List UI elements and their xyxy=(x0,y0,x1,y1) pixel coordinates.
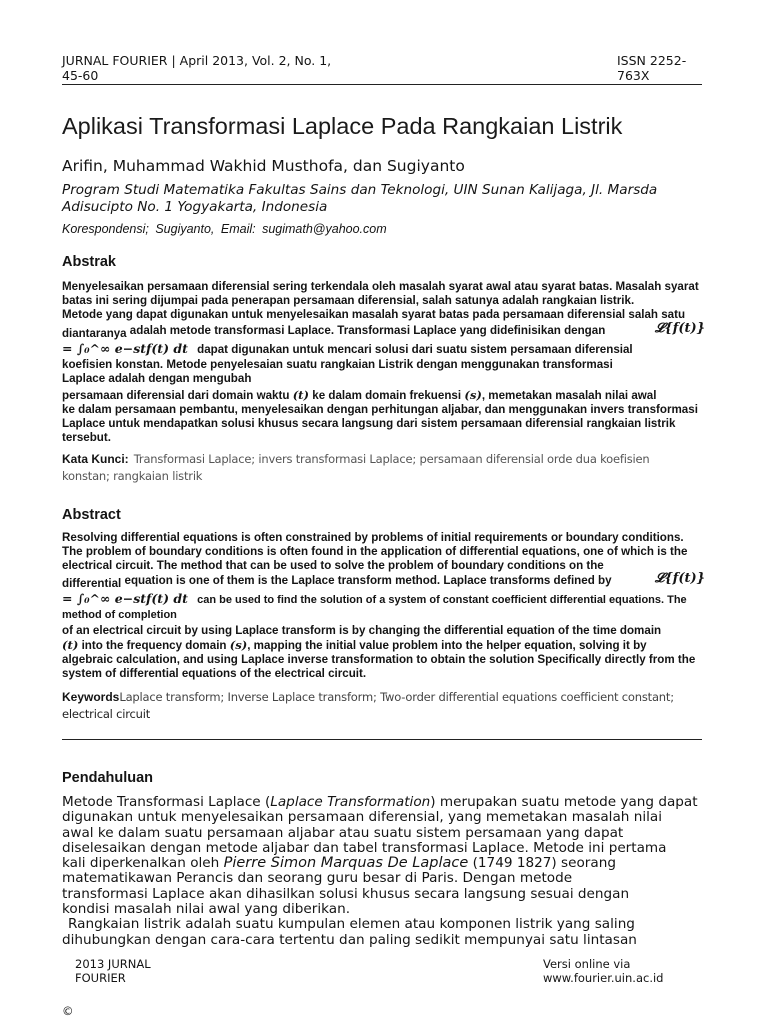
abstrak-line: batas ini sering dijumpai pada penerapan persamaan diferensial, salah satunya adalah rangkaian listrik. xyxy=(62,294,635,307)
abstract-line: method of completion xyxy=(62,609,177,621)
abstrak-body xyxy=(62,280,705,445)
paragraph-line: dihubungkan dengan cara-cara tertentu dan paling sedikit mempunyai satu lintasan xyxy=(62,931,637,948)
keywords xyxy=(62,688,712,722)
abstrak-line: Laplace untuk mendapatkan solusi khusus secara langsung dari sistem persamaan diferensial rangkaian listrik xyxy=(62,417,676,430)
pendahuluan-body xyxy=(62,795,705,948)
keywords-text: Laplace transform; Inverse Laplace transform; Two-order differential equations coefficient constant; xyxy=(119,690,674,704)
affiliation: Program Studi Matematika Fakultas Sains dan Teknologi, UIN Sunan Kalijaga, Jl. Marsda Adisucipto No. 1 Yogyakarta, Indonesia xyxy=(62,182,658,215)
paragraph-line: matematikawan Perancis dan seorang guru besar di Paris. Dengan metode xyxy=(62,870,573,887)
journal-pages: 45-60 xyxy=(62,68,99,83)
laplace-def-formula: 𝓛{𝒇(𝒕)} xyxy=(654,321,705,336)
abstrak-line: diantaranya adalah metode transformasi Laplace. Transformasi Laplace yang didefinisikan dengan 𝓛{𝒇(𝒕)} xyxy=(62,321,705,340)
kata-kunci-text-cont: konstan; rangkaian listrik xyxy=(62,469,203,483)
abstract-line: differential equation is one of them is the Laplace transform method. Laplace transforms defined by 𝓛{𝒇(𝒕)} xyxy=(62,571,705,590)
paragraph-line: awal ke dalam suatu persamaan aljabar atau suatu sistem persamaan yang dapat xyxy=(62,824,624,841)
section-rule xyxy=(62,739,702,740)
abstrak-heading: Abstrak xyxy=(62,254,116,270)
keywords-text-cont: electrical circuit xyxy=(62,707,151,721)
journal-header xyxy=(62,53,362,83)
authors: Arifin, Muhammad Wakhid Musthofa, dan Sugiyanto xyxy=(62,157,465,175)
issn xyxy=(617,53,707,83)
laplace-integral-formula: = ∫₀^∞ 𝒆−𝒔𝒕𝒇(𝒕) 𝒅𝒕 xyxy=(62,341,188,356)
paragraph-line: diselesaikan dengan metode aljabar dan tabel transformasi Laplace. Metode ini pertama xyxy=(62,839,667,856)
paragraph-line: kondisi masalah nilai awal yang diberikan. xyxy=(62,901,351,918)
abstract-line: algebraic calculation, and using Laplace inverse transformation to obtain the solution Specifically directly from the xyxy=(62,653,696,666)
issn-number: 763X xyxy=(617,68,650,83)
paragraph-line: Rangkaian listrik adalah suatu kumpulan elemen atau komponen listrik yang saling xyxy=(68,916,635,933)
abstrak-line: tersebut. xyxy=(62,431,111,444)
abstract-line: of an electrical circuit by using Laplace transform is by changing the differential equation of the time domain xyxy=(62,624,662,637)
paragraph-line: Metode Transformasi Laplace (Laplace Transformation) merupakan suatu metode yang dapat xyxy=(62,794,698,810)
header-rule xyxy=(62,84,702,85)
abstract-heading: Abstract xyxy=(62,507,121,523)
paragraph-line: transformasi Laplace akan dihasilkan solusi khusus secara langsung sesuai dengan xyxy=(62,885,630,902)
pendahuluan-heading: Pendahuluan xyxy=(62,770,154,786)
issn-text: ISSN 2252- xyxy=(617,53,687,68)
laplace-def-formula-en: 𝓛{𝒇(𝒕)} xyxy=(654,571,705,586)
abstract-line: system of differential equations of the electrical circuit. xyxy=(62,667,367,680)
abstract-line: (𝒕) into the frequency domain (𝒔), mapping the initial value problem into the helper equation, solving it by xyxy=(62,638,647,652)
footer-right: Versi online via www.fourier.uin.ac.id xyxy=(543,957,664,985)
abstrak-line: koefisien konstan. Metode penyelesaian suatu rangkaian Listrik dengan menggunakan transformasi xyxy=(62,358,613,371)
abstract-line: The problem of boundary conditions is often found in the application of differential equations, one of which is the xyxy=(62,545,688,558)
paragraph-line: kali diperkenalkan oleh Pierre Simon Marquas De Laplace (1749 1827) seorang xyxy=(62,855,616,872)
abstract-line: = ∫₀^∞ 𝒆−𝒔𝒕𝒇(𝒕) 𝒅𝒕 can be used to find the solution of a system of constant coefficient differential equations. The xyxy=(62,591,687,606)
keywords-label: Keywords xyxy=(62,690,120,704)
kata-kunci-text: Transformasi Laplace; invers transformasi Laplace; persamaan diferensial orde dua koefisien xyxy=(133,452,650,466)
abstrak-line: = ∫₀^∞ 𝒆−𝒔𝒕𝒇(𝒕) 𝒅𝒕 dapat digunakan untuk mencari solusi dari suatu sistem persamaan diferensial xyxy=(62,341,633,356)
abstract-line: electrical circuit. The method that can be used to solve the problem of boundary conditions on the xyxy=(62,559,604,572)
kata-kunci-label: Kata Kunci: xyxy=(62,452,129,466)
journal-name: JURNAL FOURIER | April 2013, Vol. 2, No. 1, xyxy=(62,53,332,68)
copyright-symbol: © xyxy=(62,1004,74,1018)
abstrak-line: Laplace adalah dengan mengubah xyxy=(62,372,252,385)
abstrak-line: Metode yang dapat digunakan untuk menyelesaikan masalah syarat batas pada persamaan diferensial salah satu xyxy=(62,308,686,321)
paper-title: Aplikasi Transformasi Laplace Pada Rangkaian Listrik xyxy=(62,113,623,139)
footer-left: 2013 JURNAL FOURIER xyxy=(75,957,151,985)
abstract-body xyxy=(62,531,705,681)
abstrak-line: Menyelesaikan persamaan diferensial sering terkendala oleh masalah syarat awal atau syarat batas. Masalah syarat xyxy=(62,280,699,293)
abstrak-line: ke dalam persamaan pembantu, menyelesaikan dengan perhitungan aljabar, dan menggunakan invers transformasi xyxy=(62,403,698,416)
abstract-line: Resolving differential equations is often constrained by problems of initial requirements or boundary conditions. xyxy=(62,531,684,544)
abstrak-line: persamaan diferensial dari domain waktu (𝒕) ke dalam domain frekuensi (𝒔), memetakan masalah nilai awal xyxy=(62,388,657,402)
paragraph-line: digunakan untuk menyelesaikan persamaan diferensial, yang memetakan masalah nilai xyxy=(62,809,663,826)
correspondence: Korespondensi; Sugiyanto, Email: sugimath@yahoo.com xyxy=(62,222,387,236)
laplace-integral-formula-en: = ∫₀^∞ 𝒆−𝒔𝒕𝒇(𝒕) 𝒅𝒕 xyxy=(62,591,188,606)
kata-kunci xyxy=(62,450,712,484)
